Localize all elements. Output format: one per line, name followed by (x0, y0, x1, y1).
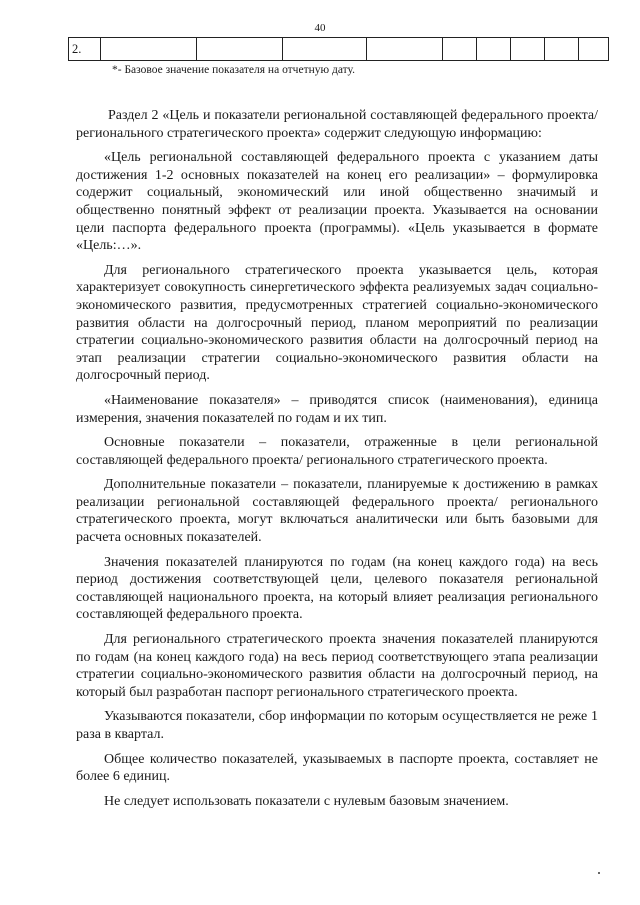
table-cell: 2. (69, 38, 101, 61)
paragraph-zero-baseline: Не следует использовать показатели с нулевым базовым значением. (104, 793, 509, 809)
paragraph-quarterly: Указываются показатели, сбор информации по которым осуществляется не реже 1 раза в квартал. (76, 709, 598, 742)
paragraph-additional-indicators: Дополнительные показатели – показатели, планируемые к достижению в рамках реализации региональной составляющей федерального проекта/ регионального стратегического проекта, могут включаться аналитически или быть базовыми для расчета основных показателей. (76, 477, 598, 546)
document-body (76, 107, 598, 810)
table-cell (511, 38, 545, 61)
paragraph-strategic-goal: Для регионального стратегического проекта указывается цель, которая характеризует совокупность синергетического эффекта реализуемых задач социально-экономического развития, предусмотренных стратегией социально-экономического развития области на долгосрочный период, планом мероприятий по реализации стратегии социально-экономического развития области на долгосрочный период на этап реализации стратегии социально-экономического развития области на долгосрочный период. (76, 262, 598, 384)
paragraph-section-intro: Раздел 2 «Цель и показатели региональной составляющей федерального проекта/ регионального стратегического проекта» содержит следующую информацию: (76, 108, 598, 141)
paragraph-indicator-count: Общее количество показателей, указываемых в паспорте проекта, составляет не более 6 единиц. (76, 751, 598, 785)
table-cell (545, 38, 579, 61)
indicators-table-fragment (68, 37, 609, 61)
paragraph-indicator-name: «Наименование показателя» – приводятся список (наименования), единица измерения, значения показателей по годам и их тип. (76, 392, 598, 426)
table-cell (197, 38, 283, 61)
paragraph-goal: «Цель региональной составляющей федерального проекта с указанием даты достижения 1-2 основных показателей на конец его реализации» – формулировка содержит социальный, экономический или иной общественно значимый и общественно понятный эффект от реализации проекта. Указывается на основании цели паспорта федерального проекта (программы). «Цель указывается в формате «Цель:…». (76, 150, 598, 254)
table-cell (477, 38, 511, 61)
page-number: 40 (314, 22, 326, 34)
scan-speck (598, 872, 600, 874)
footnote: *- Базовое значение показателя на отчетную дату. (112, 64, 355, 76)
table-cell (283, 38, 367, 61)
table-row (69, 38, 609, 61)
table-cell (579, 38, 609, 61)
paragraph-main-indicators: Основные показатели – показатели, отраженные в цели региональной составляющей федерального проекта/ регионального стратегического проекта. (76, 435, 598, 468)
paragraph-indicator-values: Значения показателей планируются по годам (на конец каждого года) на весь период достижения соответствующей цели, целевого показателя региональной составляющей национального проекта, на который влияет реализация регионального составляющей федерального проекта. (76, 554, 598, 623)
paragraph-strategic-values: Для регионального стратегического проекта значения показателей планируются по годам (на конец каждого года) на весь период соответствующего этапа реализации стратегии социально-экономического развития области на долгосрочный период, на который был разработан паспорт регионального стратегического проекта. (76, 632, 598, 700)
table-cell (101, 38, 197, 61)
table-cell (443, 38, 477, 61)
table-cell (367, 38, 443, 61)
